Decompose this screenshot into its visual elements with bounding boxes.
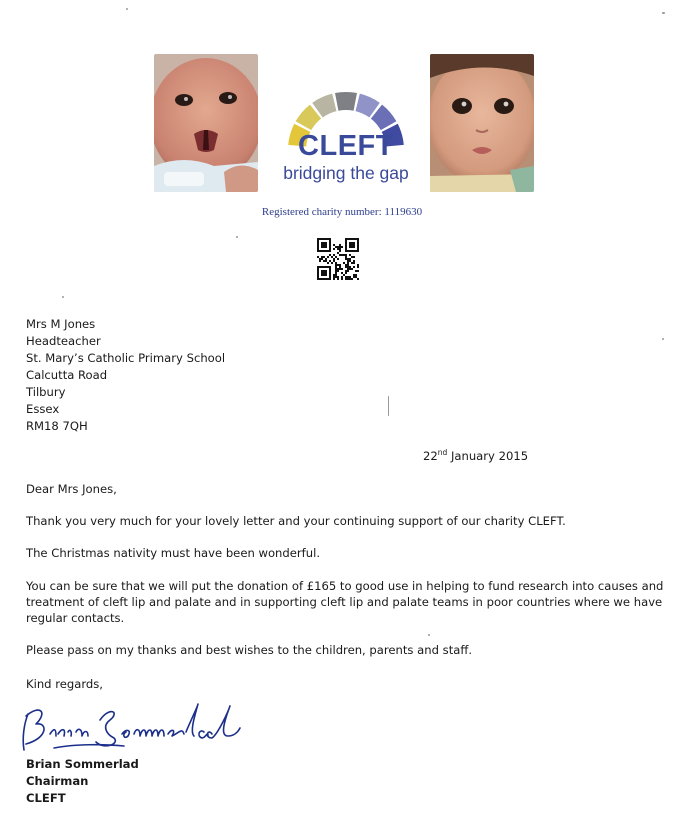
scan-speck [388, 396, 389, 416]
logo-tagline: bridging the gap [283, 163, 409, 183]
scan-speck [236, 236, 238, 238]
signatory-block [26, 756, 139, 807]
scan-speck [662, 12, 665, 14]
baby-photo-after [430, 54, 534, 192]
recipient-school: St. Mary’s Catholic Primary School [26, 351, 226, 365]
date-day: 22 [423, 449, 438, 463]
signatory-title: Chairman [26, 774, 89, 788]
body-paragraph: Please pass on my thanks and best wishes to the children, parents and staff. [26, 643, 473, 657]
scan-speck [428, 634, 430, 636]
logo-wordmark: CLEFT [298, 130, 394, 162]
recipient-address [26, 316, 225, 435]
recipient-postcode: RM18 7QH [26, 419, 88, 433]
salutation: Dear Mrs Jones, [26, 482, 117, 496]
body-paragraph: The Christmas nativity must have been wonderful. [26, 546, 321, 560]
charity-number: Registered charity number: 1119630 [261, 206, 423, 218]
body-paragraph: Thank you very much for your lovely letter and your continuing support of our charity CLEFT. [26, 514, 566, 528]
baby-photo-before [154, 54, 258, 192]
cleft-logo [268, 88, 424, 192]
recipient-name: Mrs M Jones [26, 317, 96, 331]
closing: Kind regards, [26, 677, 103, 691]
logo-arc-segment [335, 92, 357, 111]
recipient-street: Calcutta Road [26, 368, 108, 382]
signatory-organisation: CLEFT [26, 791, 66, 805]
qr-code-icon [317, 238, 359, 280]
date-suffix: nd [437, 448, 448, 457]
date-month-year: January 2015 [447, 449, 529, 463]
recipient-county: Essex [26, 402, 60, 416]
handwritten-signature [14, 698, 244, 758]
scan-speck [62, 296, 64, 298]
letterhead [0, 0, 684, 300]
scan-speck [126, 8, 128, 10]
letter-date [423, 448, 528, 463]
body-paragraph: You can be sure that we will put the donation of £165 to good use in helping to fund research into causes and treatment of cleft lip and palate and in supporting cleft lip and palate teams in poor countries where we have regular contacts. [26, 579, 664, 625]
recipient-role: Headteacher [26, 334, 101, 348]
signatory-name: Brian Sommerlad [26, 757, 139, 771]
scan-speck [662, 338, 664, 340]
recipient-town: Tilbury [26, 385, 66, 399]
